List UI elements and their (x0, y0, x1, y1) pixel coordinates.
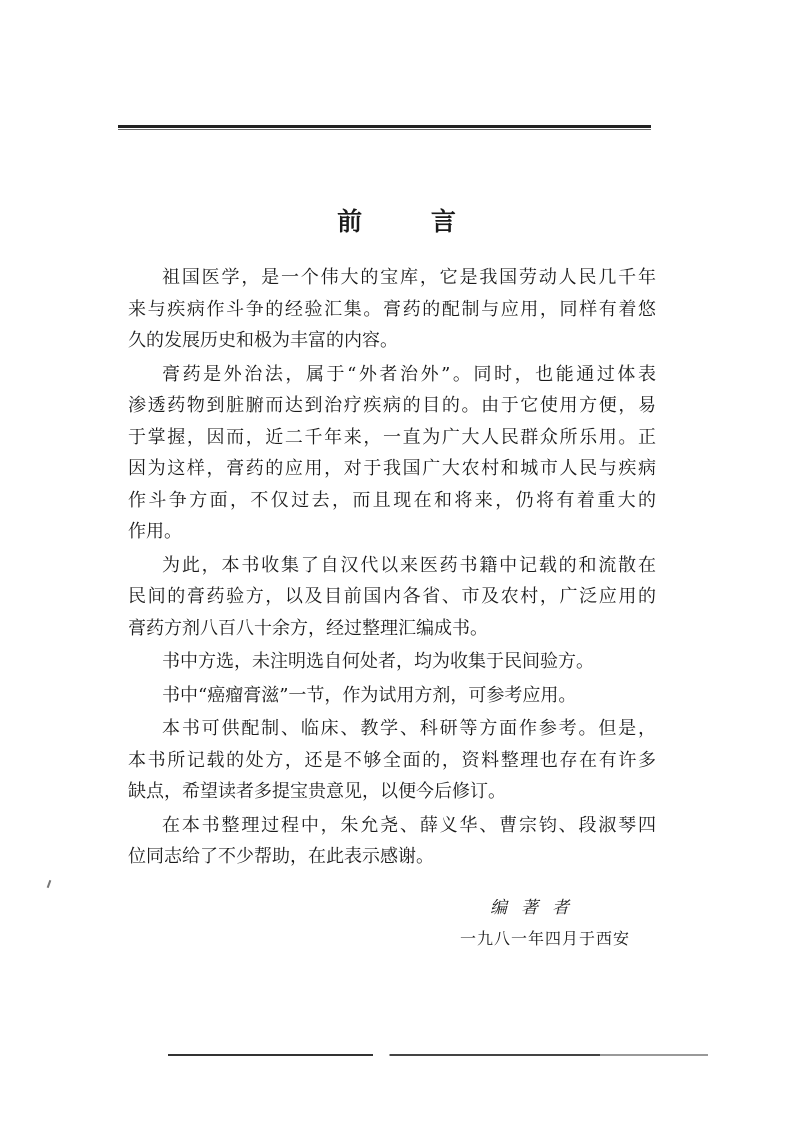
top-rule-thin (118, 129, 651, 130)
author-signature: 编著者 (490, 898, 583, 918)
text-line: 因为这样，膏药的应用，对于我国广大农村和城市人民与疾病 (128, 458, 656, 479)
text-line: 为此，本书收集了自汉代以来医药书籍中记载的和流散在 (162, 554, 656, 576)
text-line: 膏药是外治法，属于“外者治外”。同时，也能通过体表 (162, 363, 656, 385)
text-line: 来与疾病作斗争的经验汇集。膏药的配制与应用，同样有着悠 (128, 298, 656, 320)
text-line: 位同志给了不少帮助，在此表示感谢。 (128, 846, 434, 867)
date-place: 一九八一年四月于西安 (460, 929, 631, 948)
text-line: 作斗争方面，不仅过去，而且现在和将来，仍将有着重大的 (128, 489, 656, 511)
text-line: 作用。 (128, 521, 182, 542)
text-line: 书中方选，未注明选自何处者，均为收集于民间验方。 (162, 651, 594, 672)
scan-mark (47, 880, 52, 888)
text-line: 膏药方剂八百八十余方，经过整理汇编成书。 (128, 617, 488, 639)
paragraph (128, 550, 656, 645)
text-line: 书中“癌瘤膏滋”一节，作为试用方剂，可参考应用。 (162, 684, 577, 706)
text-line: 久的发展历史和极为丰富的内容。 (128, 330, 398, 351)
bottom-rule (168, 1054, 708, 1056)
paragraph (128, 359, 656, 548)
paragraph (128, 713, 656, 808)
paragraph (128, 262, 656, 357)
paragraph (128, 680, 656, 712)
text-line: 祖国医学，是一个伟大的宝库，它是我国劳动人民几千年 (162, 267, 656, 288)
text-line: 本书可供配制、临床、教学、科研等方面作参考。但是， (162, 718, 656, 739)
paragraph (128, 810, 656, 873)
text-line: 民间的膏药验方，以及目前国内各省、市及农村，广泛应用的 (128, 586, 656, 607)
text-line: 渗透药物到脏腑而达到治疗疾病的目的。由于它使用方便，易 (128, 395, 656, 416)
text-line: 于掌握，因而，近二千年来，一直为广大人民群众所乐用。正 (128, 426, 656, 448)
top-rule (118, 125, 651, 128)
text-line: 本书所记载的处方，还是不够全面的，资料整理也存在有许多 (128, 749, 656, 771)
preface-body (128, 262, 656, 875)
text-line: 缺点，希望读者多提宝贵意见，以便今后修订。 (128, 781, 506, 802)
paragraph (128, 646, 656, 678)
text-line: 在本书整理过程中，朱允尧、薛义华、曹宗钧、段淑琴四 (162, 814, 656, 836)
page-title: 前 言 (337, 207, 486, 236)
